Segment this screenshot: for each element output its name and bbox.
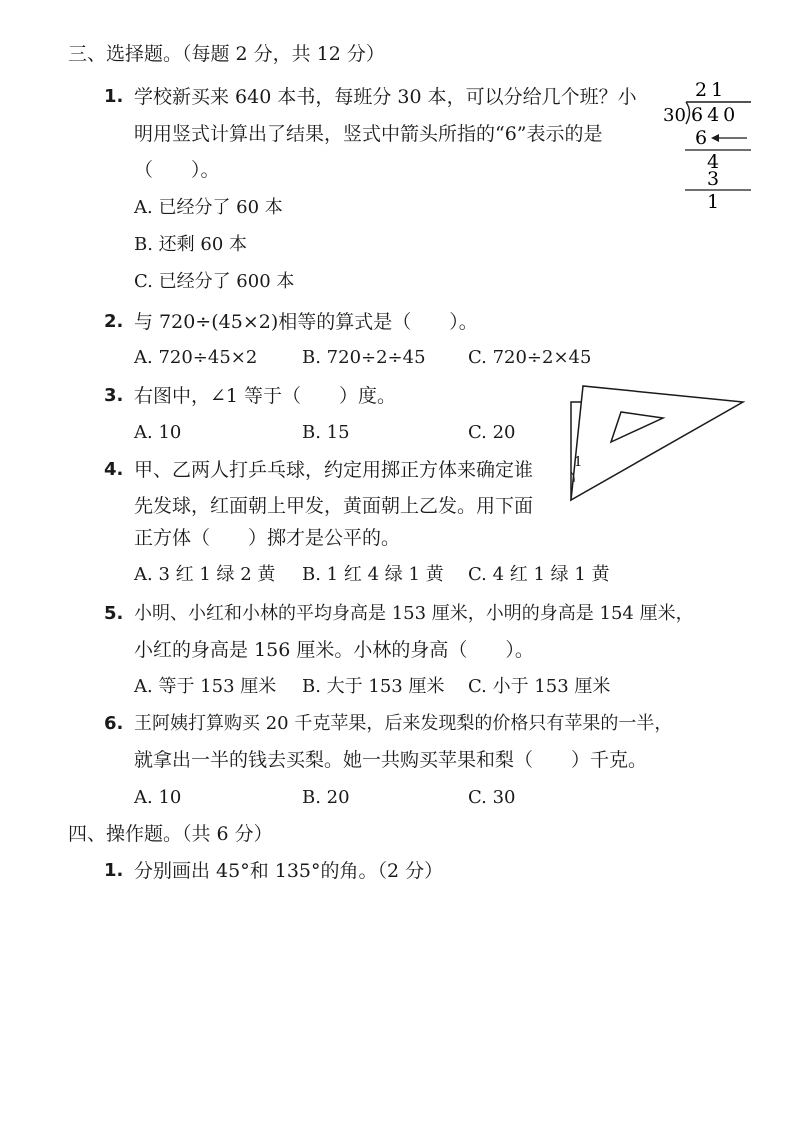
- q4-option-a: A. 3 红 1 绿 2 黄: [134, 564, 276, 585]
- division-step-6: 6: [695, 127, 708, 149]
- division-dividend: 640: [691, 104, 740, 126]
- division-divisor: 30: [663, 105, 686, 126]
- q5-line-1: 小明、小红和小林的平均身高是 153 厘米，小明的身高是 154 厘米，: [134, 603, 694, 624]
- q4-line-1: 甲、乙两人打乒乓球，约定用掷正方体来确定谁: [134, 459, 534, 481]
- division-step-3: 3: [707, 168, 720, 190]
- q2-option-c: C. 720÷2×45: [468, 347, 592, 368]
- q6-number: 6.: [104, 713, 124, 734]
- q4-line-2: 先发球，红面朝上甲发，黄面朝上乙发。用下面: [134, 495, 534, 517]
- q4-number: 4.: [104, 459, 124, 480]
- q1-option-b: B. 还剩 60 本: [134, 234, 248, 255]
- section-title-operation: 四、操作题。（共 6 分）: [68, 823, 273, 845]
- q3-option-b: B. 15: [302, 422, 350, 443]
- q1-line-1: 学校新买来 640 本书，每班分 30 本，可以分给几个班？小: [134, 86, 637, 108]
- q6-option-b: B. 20: [302, 787, 350, 808]
- q3-line-1: 右图中，∠1 等于（ ）度。: [134, 385, 397, 407]
- s4-q1-line-1: 分别画出 45°和 135°的角。（2 分）: [134, 860, 444, 882]
- s4-q1-number: 1.: [104, 860, 124, 881]
- q6-line-2: 就拿出一半的钱去买梨。她一共购买苹果和梨（ ）千克。: [134, 749, 648, 771]
- q2-number: 2.: [104, 311, 124, 332]
- arrow-icon: [711, 134, 747, 142]
- triangle-rulers-figure: [565, 380, 750, 505]
- q2-line-1: 与 720÷(45×2)相等的算式是（ ）。: [134, 311, 478, 333]
- q6-option-c: C. 30: [468, 787, 516, 808]
- q2-option-a: A. 720÷45×2: [134, 347, 258, 368]
- division-quotient: 21: [695, 79, 728, 101]
- division-remainder: 1: [707, 191, 720, 213]
- q1-option-c: C. 已经分了 600 本: [134, 271, 295, 292]
- q1-line-2: 明用竖式计算出了结果，竖式中箭头所指的“6”表示的是: [134, 123, 603, 145]
- q5-number: 5.: [104, 603, 124, 624]
- q3-option-c: C. 20: [468, 422, 516, 443]
- q4-line-3: 正方体（ ）掷才是公平的。: [134, 527, 401, 549]
- long-division-figure: [655, 78, 755, 213]
- q6-line-1: 王阿姨打算购买 20 千克苹果，后来发现梨的价格只有苹果的一半，: [134, 713, 673, 734]
- section-title-choice: 三、选择题。（每题 2 分，共 12 分）: [68, 43, 385, 65]
- division-step-4: 4: [707, 151, 720, 173]
- q2-option-b: B. 720÷2÷45: [302, 347, 426, 368]
- q1-line-3: （ ）。: [134, 159, 220, 181]
- q5-option-b: B. 大于 153 厘米: [302, 676, 445, 697]
- q4-option-b: B. 1 红 4 绿 1 黄: [302, 564, 444, 585]
- q5-line-2: 小红的身高是 156 厘米。小林的身高（ ）。: [134, 639, 534, 661]
- q3-number: 3.: [104, 385, 124, 406]
- q1-option-a: A. 已经分了 60 本: [134, 197, 283, 218]
- q5-option-a: A. 等于 153 厘米: [134, 676, 277, 697]
- triangle-ruler-front: [571, 386, 743, 500]
- q3-option-a: A. 10: [134, 422, 182, 443]
- q5-option-c: C. 小于 153 厘米: [468, 676, 611, 697]
- q1-number: 1.: [104, 86, 124, 107]
- q4-option-c: C. 4 红 1 绿 1 黄: [468, 564, 610, 585]
- q6-option-a: A. 10: [134, 787, 182, 808]
- angle-1-label: 1: [574, 455, 583, 470]
